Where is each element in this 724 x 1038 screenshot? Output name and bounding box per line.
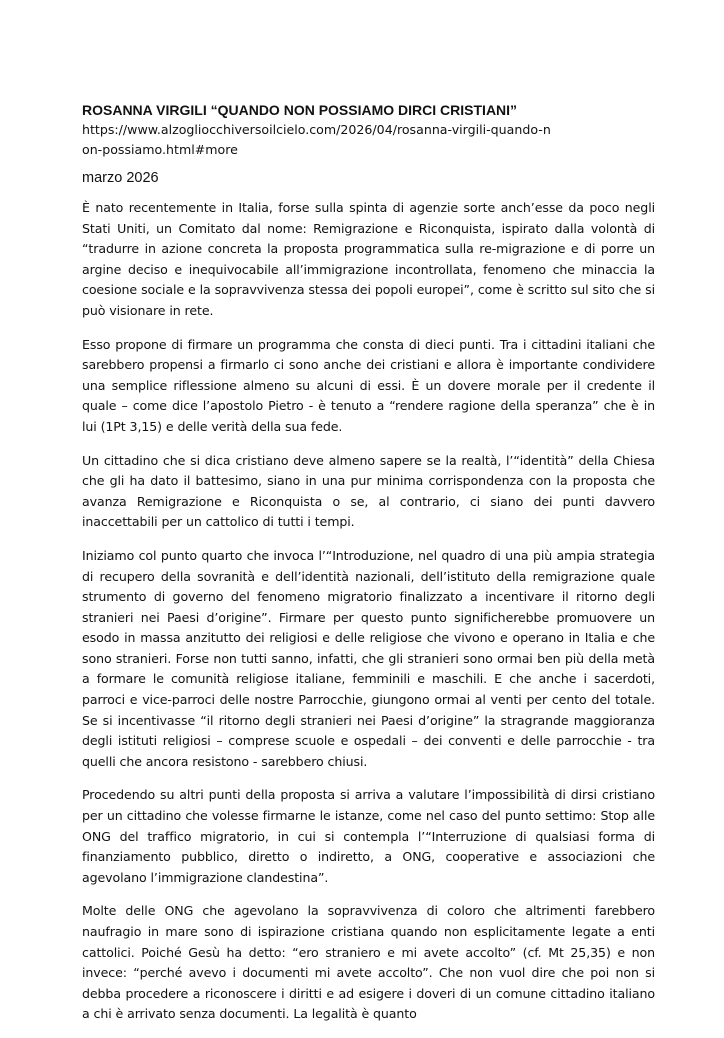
body-paragraph: Un cittadino che si dica cristiano deve almeno sapere se la realtà, l’“identità” della Chiesa che gli ha dato il battesimo, siano in una pur minima corrispondenza con la proposta che avanza Remigrazione e Riconquista o se, al contrario, ci siano dei punti davvero inaccettabili per un cattolico di tutti i tempi. (82, 452, 655, 530)
body-paragraph: Molte delle ONG che agevolano la sopravvivenza di coloro che altrimenti farebbero naufragio in mare sono di ispirazione cristiana quando non esplicitamente legate a enti cattolici. Poiché Gesù ha detto: “ero straniero e mi avete accolto” (cf. Mt 25,35) e non invece: “perché avevo i documenti mi avete accolto”. Che non vuol dire che poi non si debba procedere a riconoscere i diritti e ad esigere i doveri di un comune cittadino italiano a chi è arrivato senza documenti. La legalità è quanto (82, 903, 655, 1022)
article-date: marzo 2026 (82, 170, 159, 186)
body-paragraph: Procedendo su altri punti della proposta si arriva a valutare l’impossibilità di dirsi cristiano per un cittadino che volesse firmarne le istanze, come nel caso del punto settimo: Stop alle ONG del traffico migratorio, in cui si contempla l’“Interruzione di qualsiasi forma di finanziamento pubblico, diretto o indiretto, a ONG, cooperative e associazioni che agevolano l’immigrazione clandestina”. (82, 787, 655, 885)
body-paragraph: È nato recentemente in Italia, forse sulla spinta di agenzie sorte anch’esse da poco negli Stati Uniti, un Comitato dal nome: Remigrazione e Riconquista, ispirato dalla volontà di “tradurre in azione concreta la proposta programmatica sulla re-migrazione e di porre un argine deciso e inequivocabile all’immigrazione incontrollata, fenomeno che minaccia la coesione sociale e la sopravvivenza stessa dei popoli europei”, come è scritto sul sito che si può visionare in rete. (82, 200, 655, 318)
article-title: ROSANNA VIRGILI “QUANDO NON POSSIAMO DIRCI CRISTIANI” (82, 102, 518, 118)
source-url: https://www.alzogliocchiversoilcielo.com/2026/04/rosanna-virgili-quando-non-possiamo.html#more (82, 122, 551, 157)
document-page (82, 100, 655, 1038)
body-paragraph: Esso propone di firmare un programma che consta di dieci punti. Tra i cittadini italiani che sarebbero propensi a firmarlo ci sono anche dei cristiani e allora è importante condividere una semplice riflessione almeno su alcuni di essi. È un dovere morale per il credente il quale – come dice l’apostolo Pietro - è tenuto a “rendere ragione della speranza” che è in lui (1Pt 3,15) e delle verità della sua fede. (82, 336, 655, 434)
body-paragraph: Iniziamo col punto quarto che invoca l’“Introduzione, nel quadro di una più ampia strategia di recupero della sovranità e dell’identità nazionali, dell’istituto della remigrazione quale strumento di governo del fenomeno migratorio finalizzato a incentivare il ritorno degli stranieri nei Paesi d’origine”. Firmare per questo punto significherebbe promuovere un esodo in massa anzitutto dei religiosi e delle religiose che vivono e operano in Italia e che sono stranieri. Forse non tutti sanno, infatti, che gli stranieri sono ormai ben più della metà a formare le comunità religiose italiane, femminili e maschili. E che anche i sacerdoti, parroci e vice-parroci delle nostre Parrocchie, giungono ormai al venti per cento del totale. Se si incentivasse “il ritorno degli stranieri nei Paesi d’origine” la stragrande maggioranza degli istituti religiosi – comprese scuole e ospedali – dei conventi e delle parrocchie - tra quelli che ancora resistono - sarebbero chiusi. (82, 547, 655, 769)
